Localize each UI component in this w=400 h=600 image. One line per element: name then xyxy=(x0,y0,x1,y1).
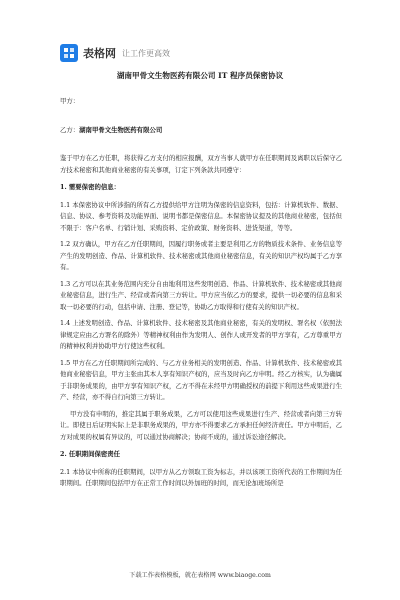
party-b-name: 湖南甲骨文生物医药有限公司 xyxy=(79,125,163,134)
clause-1-5-continued: 甲方没有申明的，推定其属于职务成果，乙方可以使用这些成果进行生产、经营或者向第三方转让。即使日后证明实际上是非职务成果的，甲方亦不得要求乙方承担任何经济责任。甲方申明后，乙方对成果的权属有异议的，可以通过协商解决；协商不成的，通过诉讼途径解决。 xyxy=(60,409,342,441)
section-1-heading: 1. 需要保密的信息： xyxy=(60,183,121,191)
doc-header xyxy=(60,44,170,62)
brand-logo-icon xyxy=(60,44,78,62)
clause-1-4: 1.4 上述发明创造、作品、计算机软件、技术秘密及其他商业秘密，有关的发明权、署名权（依照法律规定应由乙方署名的除外）等精神权利由作为发明人、创作人或开发者的甲方享有，乙方尊重甲方的精神权利并协助甲方行使这些权利。 xyxy=(60,319,342,350)
party-a-line: 甲方： xyxy=(60,97,80,105)
clause-1-2: 1.2 双方确认，甲方在乙方任职期间，因履行职务或者主要是利用乙方的物质技术条件、业务信息等产生的发明创造、作品、计算机软件、技术秘密或其他商业秘密信息，有关的知识产权均属于乙方享有。 xyxy=(60,240,342,271)
document-body xyxy=(60,96,342,495)
clause-1-1: 1.1 本保密协议中所涉指的所有乙方提供给甲方注明为保密的信息资料，包括：计算机软件、数据、信息、协议、参考资料及功能界面、说明书都是保密信息。本保密协议提及的其他商业秘密，包括但不限于：客户名单、行销计划、采购资料、定价政策、财务资料、进货渠道，等等。 xyxy=(60,200,342,232)
clause-2-1: 2.1 本协议中所称的任职期间，以甲方从乙方领取工资为标志，并以该项工资所代表的工作期间为任职期间。任职期间包括甲方在正常工作时间以外加班的时间，而无论加班场所是 xyxy=(60,467,342,487)
page-footer: 下载工作表格模板，就在表格网 www.biaoge.com xyxy=(129,572,271,579)
brand-name: 表格网 xyxy=(83,47,116,60)
party-b-label: 乙方： xyxy=(60,125,80,134)
brand-slogan: 让工作更高效 xyxy=(122,48,170,58)
clause-1-5: 1.5 甲方在乙方任职期间所完成的、与乙方业务相关的发明创造、作品、计算机软件、技术秘密或其他商业秘密信息，甲方主张由其本人享有知识产权的，应当及时向乙方申明。经乙方核实，认为确属于非职务成果的，由甲方享有知识产权，乙方不得在未经甲方明确授权的前提下利用这些成果进行生产、经营，亦不得自行向第三方转让。 xyxy=(60,358,342,401)
preamble-paragraph: 鉴于甲方在乙方任职，将获得乙方支付的相应报酬，双方当事人就甲方在任职期间及离职以后保守乙方技术秘密和其他商业秘密的有关事项，订定下列条款共同遵守： xyxy=(60,154,342,174)
section-2-heading: 2. 任职期间保密责任 xyxy=(60,450,121,458)
clause-1-3: 1.3 乙方可以在其业务范围内充分自由地利用这些发明创造、作品、计算机软件、技术秘密或其他商业秘密信息，进行生产、经营或者向第三方转让。甲方应当依乙方的要求，提供一切必要的信息和采取一切必要的行动，包括申请、注册、登记等，协助乙方取得和行使有关的知识产权。 xyxy=(60,279,342,311)
party-b-line xyxy=(60,125,342,137)
document-title: 湖南甲骨文生物医药有限公司 IT 程序员保密协议 xyxy=(116,71,284,80)
